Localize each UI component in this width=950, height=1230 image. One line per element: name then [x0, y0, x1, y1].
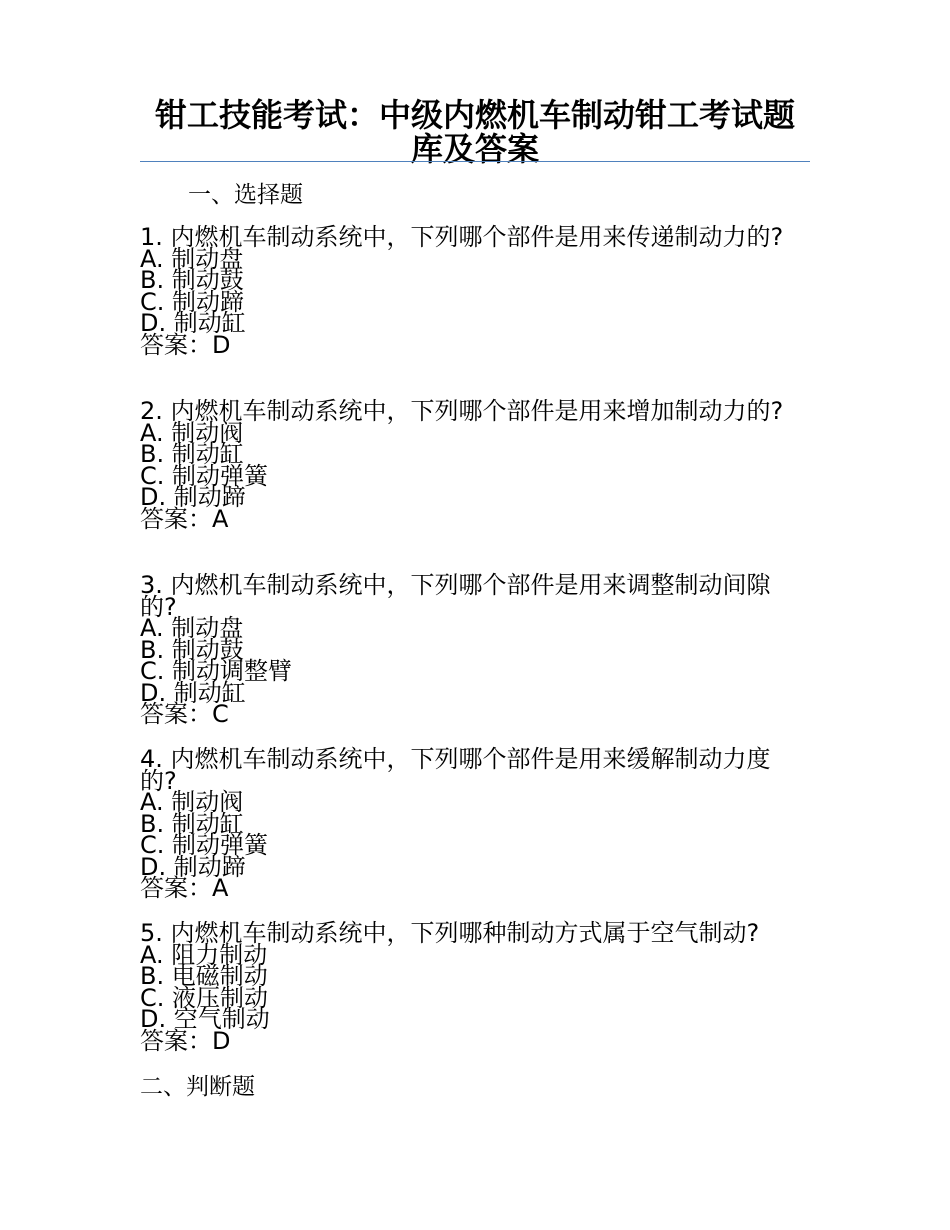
- option-a: A. 制动盘: [140, 244, 244, 273]
- answer-line: [140, 1026, 810, 1055]
- answer-label: 答案：: [140, 504, 212, 533]
- option-c: C. 制动调整臂: [140, 657, 293, 685]
- option-c: C. 制动弹簧: [140, 461, 269, 490]
- question-text: 4. 内燃机车制动系统中，下列哪个部件是用来缓解制动力度的?: [140, 745, 771, 795]
- question-text: 1. 内燃机车制动系统中，下列哪个部件是用来传递制动力的?: [140, 223, 784, 251]
- answer-value: A: [212, 874, 229, 902]
- question-block: [140, 397, 810, 533]
- answer-value: A: [212, 504, 229, 533]
- answer-label: 答案：: [140, 700, 212, 728]
- option-d: D. 制动蹄: [140, 483, 246, 511]
- answer-value: D: [212, 330, 231, 359]
- section-heading-multiple-choice: 一、选择题: [188, 182, 303, 208]
- option-c: C. 液压制动: [140, 983, 269, 1012]
- option-b: B. 制动鼓: [140, 266, 244, 294]
- answer-value: C: [212, 700, 229, 728]
- option-d: D. 制动缸: [140, 678, 246, 707]
- answer-line: [140, 504, 810, 533]
- option-d: D. 制动蹄: [140, 852, 246, 881]
- option-b: B. 制动缸: [140, 809, 244, 838]
- question-block: [140, 223, 810, 359]
- answer-value: D: [212, 1026, 231, 1055]
- question-text: 3. 内燃机车制动系统中，下列哪个部件是用来调整制动间隙的?: [140, 571, 771, 621]
- answer-line: [140, 874, 810, 902]
- title-underline: [140, 161, 810, 162]
- option-a: A. 制动阀: [140, 788, 244, 816]
- answer-label: 答案：: [140, 330, 212, 359]
- section-heading-true-false: 二、判断题: [140, 1074, 255, 1100]
- option-b: B. 制动缸: [140, 440, 244, 468]
- option-b: B. 电磁制动: [140, 962, 268, 990]
- option-a: A. 阻力制动: [140, 940, 268, 969]
- option-d: D. 空气制动: [140, 1005, 270, 1033]
- option-c: C. 制动蹄: [140, 287, 245, 316]
- option-d: D. 制动缸: [140, 309, 246, 337]
- option-c: C. 制动弹簧: [140, 831, 269, 859]
- answer-label: 答案：: [140, 874, 212, 902]
- option-a: A. 制动阀: [140, 418, 244, 447]
- answer-label: 答案：: [140, 1026, 212, 1055]
- answer-line: [140, 700, 810, 728]
- question-block: [140, 919, 810, 1055]
- question-text: 2. 内燃机车制动系统中，下列哪个部件是用来增加制动力的?: [140, 397, 784, 425]
- option-b: B. 制动鼓: [140, 635, 244, 664]
- question-block: [140, 571, 810, 728]
- document-title: 钳工技能考试：中级内燃机车制动钳工考试题库及答案: [154, 96, 795, 168]
- question-text: 5. 内燃机车制动系统中，下列哪种制动方式属于空气制动?: [140, 919, 760, 947]
- question-block: [140, 745, 810, 902]
- answer-line: [140, 330, 810, 359]
- option-a: A. 制动盘: [140, 614, 244, 642]
